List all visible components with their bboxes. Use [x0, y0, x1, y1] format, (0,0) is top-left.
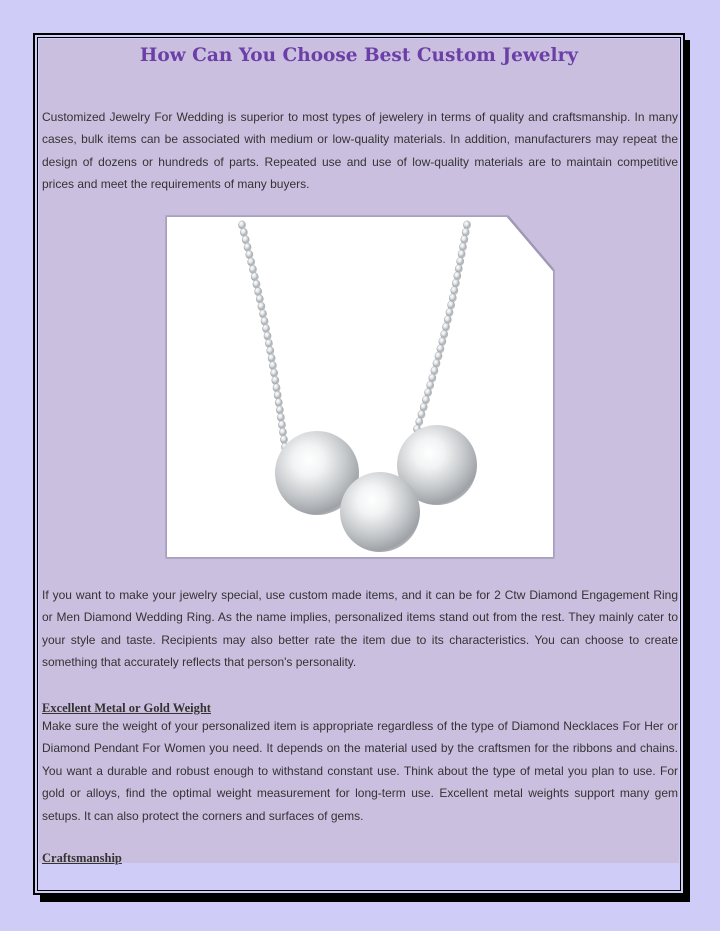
document-page: [39, 39, 679, 863]
necklace-image-icon: [167, 217, 553, 557]
page-title: How Can You Choose Best Custom Jewelry: [139, 45, 579, 66]
section-heading-craftsmanship: Craftsmanship: [42, 851, 122, 865]
necklace-photo: [167, 217, 553, 557]
custom-items-paragraph: If you want to make your jewelry special, use custom made items, and it can be for 2 Ctw Diamond Engagement Ring or Men Diamond Wedding Ring. As the name implies, personalized items stand out from the rest. They mainly cater to your style and taste. Recipients may also better rate the item due to its characteristics. You can choose to create something that accurately reflects that person's personality.: [42, 588, 678, 670]
intro-paragraph: Customized Jewelry For Wedding is superior to most types of jewelery in terms of quality and craftsmanship. In many cases, bulk items can be associated with medium or low-quality materials. In addition, manufacturers may repeat the design of dozens or hundreds of parts. Repeated use and use of low-quality materials are to maintain competitive prices and meet the requirements of many buyers.: [42, 110, 678, 192]
metal-weight-paragraph: Make sure the weight of your personalized item is appropriate regardless of the type of Diamond Necklaces For Her or Diamond Pendant For Women you need. It depends on the material used by the craftsmen for the ribbons and chains. You want a durable and robust enough to withstand constant use. Think about the type of metal you plan to use. For gold or alloys, find the optimal weight measurement for long-term use. Excellent metal weights support many gem setups. It can also protect the corners and surfaces of gems.: [42, 719, 678, 823]
section-heading-metal: Excellent Metal or Gold Weight: [42, 701, 211, 715]
